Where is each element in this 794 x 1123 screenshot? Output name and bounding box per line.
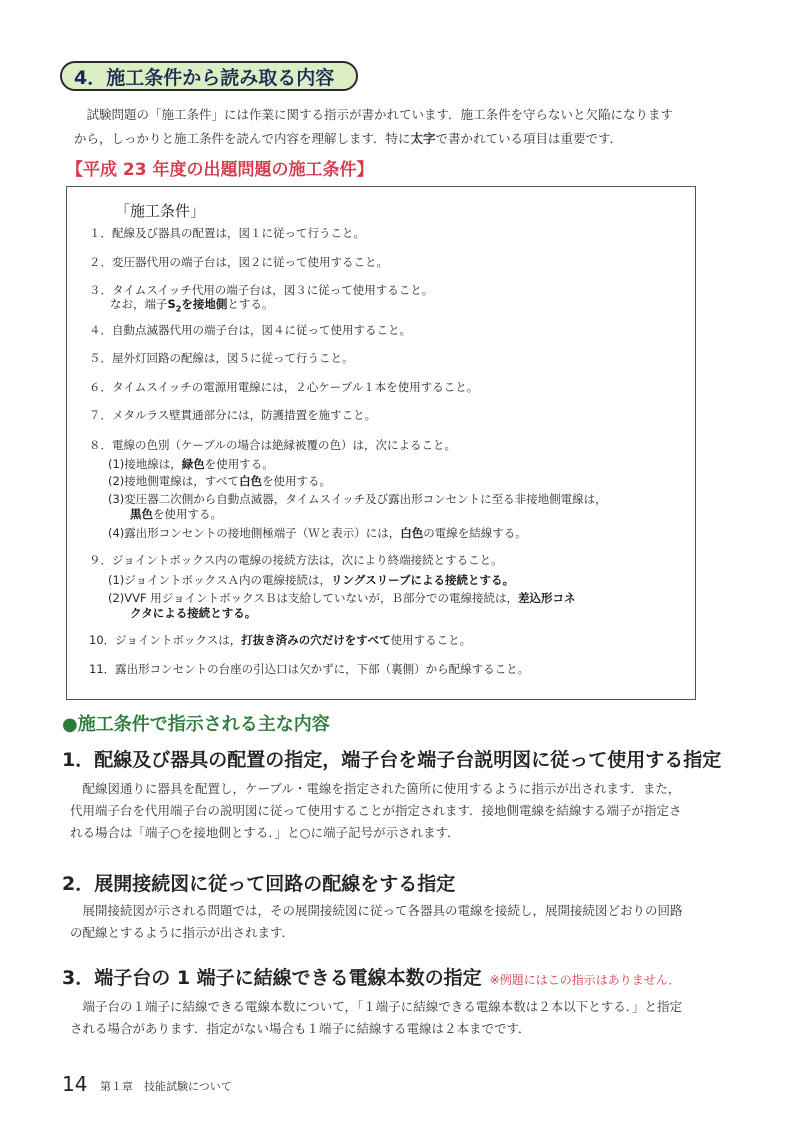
color-white: 白色	[239, 474, 263, 488]
intro-paragraph	[74, 103, 734, 151]
item-3-line-2: される場合があります．指定がない場合も１端子に結線する電線は２本までです．	[70, 1021, 531, 1036]
item-1-title: 1．配線及び器具の配置の指定，端子台を端子台説明図に従って使用する指定	[62, 749, 722, 771]
condition-3-note-post: とする。	[227, 297, 274, 311]
exam-conditions-title: 【平成 23 年度の出題問題の施工条件】	[66, 160, 374, 180]
page-number: 14	[62, 1072, 88, 1096]
terminal-subscript: 2	[175, 304, 182, 314]
section-title	[60, 61, 358, 91]
condition-8-3-cont	[130, 507, 222, 522]
condition-8-1	[108, 457, 274, 472]
condition-7: ７．メタルラス壁貫通部分には，防護措置を施すこと。	[89, 408, 377, 422]
intro-line-2	[74, 127, 734, 151]
item-2-body	[70, 900, 740, 944]
item-1-line-3: れる場合は「端子○を接地側とする．」と○に端子記号が示されます．	[70, 825, 460, 840]
condition-5: ５．屋外灯回路の配線は，図５に従って行うこと。	[89, 351, 354, 365]
condition-10-a: 10．ジョイントボックスは，	[89, 633, 242, 647]
condition-3-note-pre: なお，端子	[110, 297, 168, 311]
color-black: 黒色	[130, 507, 153, 521]
condition-8-4-c: の電線を結線する。	[423, 526, 527, 540]
intro-emphasis: 太字	[410, 131, 436, 146]
condition-3-bold: を接地側	[181, 297, 228, 311]
condition-8-3: (3)変圧器二次側から自動点滅器，タイムスイッチ及び露出形コンセントに至る非接地側電線は，	[108, 492, 607, 506]
condition-6: ６．タイムスイッチの電源用電線には，２心ケーブル１本を使用すること。	[89, 380, 479, 394]
item-2-line-2: の配線とするように指示が出されます．	[70, 925, 295, 940]
condition-9: ９．ジョイントボックス内の電線の接続方法は，次により終端接続とすること。	[89, 553, 503, 567]
intro-line-2-end: で書かれている項目は重要です．	[435, 131, 623, 146]
condition-8-4-a: (4)露出形コンセントの接地側極端子（Ｗと表示）には，	[108, 526, 401, 540]
condition-9-2	[108, 591, 575, 606]
item-1-line-1: 配線図通りに器具を配置し，ケーブル・電線を指定された箇所に使用するように指示が出されます．また，	[82, 781, 681, 796]
item-2-title: 2．展開接続図に従って回路の配線をする指定	[62, 873, 456, 895]
condition-8-2	[108, 474, 331, 489]
item-3-line-1: 端子台の１端子に結線できる電線本数について，「１端子に結線できる電線本数は２本以下とする．」と指定	[82, 999, 683, 1014]
condition-9-2-a: (2)VVF 用ジョイントボックスＢは支給していないが，Ｂ部分での電線接続は，	[108, 591, 518, 605]
condition-9-1-bold: リングスリーブによる接続とする。	[330, 573, 515, 587]
item-1-body	[70, 778, 740, 844]
condition-8-1-a: (1)接地線は，	[108, 457, 182, 471]
item-2-line-1: 展開接続図が示される問題では，その展開接続図に従って各器具の電線を接続し，展開接続図どおりの回路	[82, 903, 683, 918]
section-title-text: 4．施工条件から読み取る内容	[74, 66, 335, 89]
intro-line-2-start: から，しっかりと施工条件を読んで内容を理解します．特に	[74, 131, 411, 146]
condition-3: ３．タイムスイッチ代用の端子台は，図３に従って使用すること。	[89, 283, 434, 297]
summary-title: ●施工条件で指示される主な内容	[62, 714, 330, 735]
intro-line-1: 試験問題の「施工条件」には作業に関する指示が書かれています．施工条件を守らないと欠陥になります	[86, 107, 674, 122]
condition-8-2-c: を使用する。	[262, 474, 332, 488]
item-3-note: ※例題にはこの指示はありません．	[489, 973, 681, 987]
condition-10-c: 使用すること。	[390, 633, 472, 647]
condition-4: ４．自動点滅器代用の端子台は，図４に従って使用すること。	[89, 323, 411, 337]
item-1-line-2: 代用端子台を代用端子台の説明図に従って使用することが指定されます．接地側電線を結線する端子が指定さ	[70, 803, 682, 818]
condition-9-2-bold: 差込形コネ	[517, 591, 576, 605]
condition-3-note	[110, 297, 273, 316]
item-3-heading	[62, 963, 680, 990]
condition-8-1-c: を使用する。	[204, 457, 274, 471]
condition-9-2-cont	[130, 606, 256, 621]
condition-9-2-bold-cont: クタによる接続とする。	[130, 606, 257, 620]
condition-1: １．配線及び器具の配置は，図１に従って行うこと。	[89, 226, 365, 240]
condition-8-3-c: を使用する。	[153, 507, 222, 521]
condition-11: 11．露出形コンセントの台座の引込口は欠かずに，下部（裏側）から配線すること。	[89, 662, 530, 676]
chapter-label: 第１章 技能試験について	[100, 1080, 232, 1093]
color-white-2: 白色	[400, 526, 424, 540]
color-green: 緑色	[181, 457, 205, 471]
condition-9-1-a: (1)ジョイントボックスＡ内の電線接続は，	[108, 573, 331, 587]
terminal-s2	[167, 297, 182, 314]
item-3-title: 3．端子台の 1 端子に結線できる電線本数の指定	[62, 967, 482, 989]
condition-8-4	[108, 526, 527, 541]
item-3-body	[70, 996, 740, 1040]
terminal-s-letter: S	[167, 297, 176, 311]
condition-8: ８．電線の色別（ケーブルの場合は絶縁被覆の色）は，次によること。	[89, 438, 456, 452]
condition-10	[89, 633, 471, 648]
condition-9-1	[108, 573, 514, 588]
condition-8-2-a: (2)接地側電線は，すべて	[108, 474, 240, 488]
condition-10-bold: 打抜き済みの穴だけをすべて	[241, 633, 391, 647]
conditions-heading: 「施工条件」	[115, 202, 206, 220]
condition-2: ２．変圧器代用の端子台は，図２に従って使用すること。	[89, 255, 388, 269]
